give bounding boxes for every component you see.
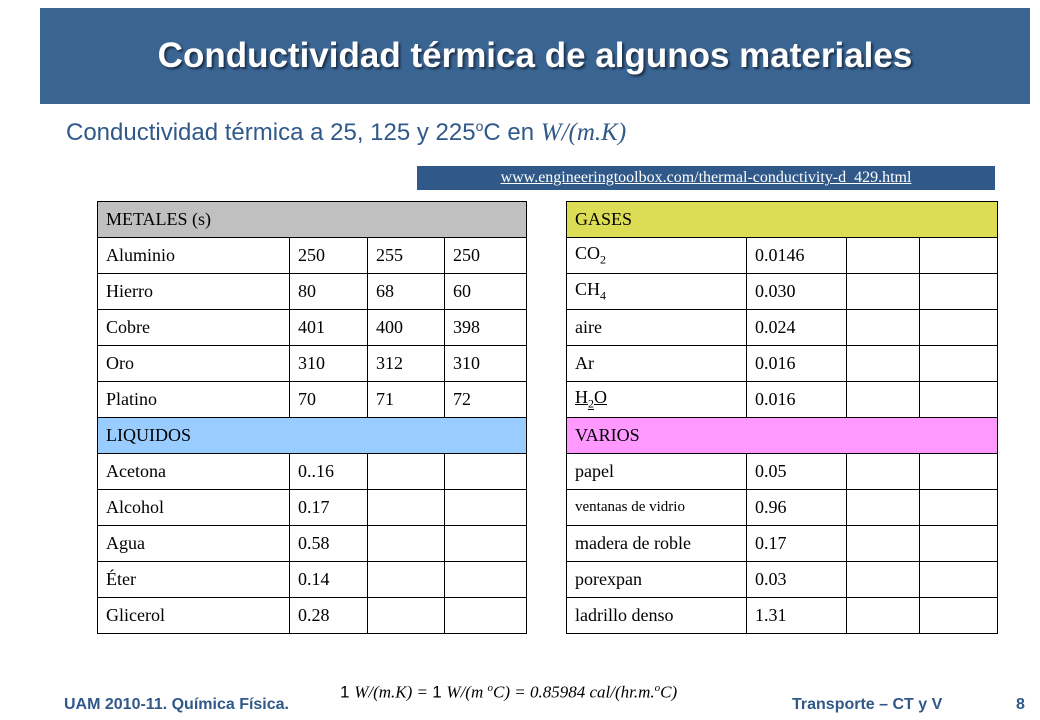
conv-one-b: 1 <box>432 682 447 702</box>
table-row <box>567 454 998 490</box>
table-row <box>567 346 998 382</box>
material-name: Hierro <box>98 274 290 310</box>
slide-title: Conductividad térmica de algunos materiales <box>157 36 913 75</box>
formula-text: CH <box>575 279 601 300</box>
empty-cell <box>920 238 998 274</box>
empty-cell <box>445 454 527 490</box>
empty-cell <box>847 238 920 274</box>
material-name <box>567 238 747 274</box>
empty-cell <box>920 454 998 490</box>
material-name: porexpan <box>567 562 747 598</box>
empty-cell <box>445 526 527 562</box>
varios-header: VARIOS <box>567 418 998 454</box>
gases-header: GASES <box>567 202 998 238</box>
material-name: Aluminio <box>98 238 290 274</box>
empty-cell <box>368 598 445 634</box>
table-row <box>567 238 998 274</box>
value-cell: 1.31 <box>747 598 847 634</box>
empty-cell <box>847 562 920 598</box>
empty-cell <box>368 454 445 490</box>
value-cell: 0.14 <box>290 562 368 598</box>
empty-cell <box>847 274 920 310</box>
value-cell: 70 <box>290 382 368 418</box>
value-cell: 72 <box>445 382 527 418</box>
value-cell: 0.17 <box>747 526 847 562</box>
page-number: 8 <box>1016 696 1025 713</box>
table-row <box>567 382 998 418</box>
table-row <box>98 310 527 346</box>
formula-subscript: 4 <box>600 288 607 303</box>
value-cell: 80 <box>290 274 368 310</box>
title-bar <box>40 8 1030 104</box>
empty-cell <box>445 562 527 598</box>
table-row <box>98 598 527 634</box>
empty-cell <box>847 526 920 562</box>
material-name: Glicerol <box>98 598 290 634</box>
table-row <box>567 526 998 562</box>
table-row <box>567 598 998 634</box>
value-cell: 0.58 <box>290 526 368 562</box>
footer-topic: Transporte – CT y V <box>792 696 943 713</box>
table-row <box>567 562 998 598</box>
value-cell: 250 <box>290 238 368 274</box>
subtitle-degree: o <box>475 118 484 134</box>
formula-o: O <box>594 387 607 408</box>
empty-cell <box>445 490 527 526</box>
table-row <box>98 382 527 418</box>
empty-cell <box>847 346 920 382</box>
value-cell: 0.024 <box>747 310 847 346</box>
value-cell: 398 <box>445 310 527 346</box>
material-name: papel <box>567 454 747 490</box>
value-cell: 0.05 <box>747 454 847 490</box>
empty-cell <box>920 274 998 310</box>
gases-varios-table <box>566 201 998 634</box>
material-name: madera de roble <box>567 526 747 562</box>
table-row <box>567 274 998 310</box>
empty-cell <box>920 346 998 382</box>
material-name: Cobre <box>98 310 290 346</box>
conv-unit-c-post: C) <box>660 682 678 702</box>
value-cell: 0.17 <box>290 490 368 526</box>
material-name: Agua <box>98 526 290 562</box>
material-name: Ar <box>567 346 747 382</box>
conv-unit-b-post: C) = 0.85984 cal/(hr.m. <box>493 682 655 702</box>
material-name <box>567 274 747 310</box>
table-row <box>98 238 527 274</box>
formula-subscript: 2 <box>588 396 594 411</box>
footer-course: UAM 2010-11. Química Física. <box>64 696 289 713</box>
value-cell: 0.96 <box>747 490 847 526</box>
subtitle-unit: W/(m.K) <box>540 119 627 146</box>
value-cell: 400 <box>368 310 445 346</box>
table-row <box>98 526 527 562</box>
empty-cell <box>847 598 920 634</box>
table-row <box>98 454 527 490</box>
empty-cell <box>920 382 998 418</box>
value-cell: 0.016 <box>747 382 847 418</box>
table-row <box>98 274 527 310</box>
material-name <box>567 382 747 418</box>
empty-cell <box>368 526 445 562</box>
value-cell: 0.030 <box>747 274 847 310</box>
empty-cell <box>920 562 998 598</box>
empty-cell <box>847 490 920 526</box>
table-row <box>567 490 998 526</box>
conv-unit-a: W/(m.K) = <box>354 682 433 702</box>
formula-text: CO <box>575 243 601 264</box>
table-row <box>98 490 527 526</box>
material-name: Éter <box>98 562 290 598</box>
material-name: aire <box>567 310 747 346</box>
metals-liquids-table <box>97 201 527 634</box>
value-cell: 401 <box>290 310 368 346</box>
value-cell: 310 <box>445 346 527 382</box>
value-cell: 0.28 <box>290 598 368 634</box>
value-cell: 250 <box>445 238 527 274</box>
value-cell: 0..16 <box>290 454 368 490</box>
empty-cell <box>445 598 527 634</box>
empty-cell <box>920 598 998 634</box>
table-row <box>98 562 527 598</box>
value-cell: 0.016 <box>747 346 847 382</box>
material-name: Acetona <box>98 454 290 490</box>
formula-h: H <box>575 387 588 408</box>
empty-cell <box>368 490 445 526</box>
value-cell: 312 <box>368 346 445 382</box>
empty-cell <box>920 490 998 526</box>
source-url-link[interactable]: www.engineeringtoolbox.com/thermal-conductivity-d_429.html <box>417 166 995 190</box>
formula-subscript: 2 <box>600 252 607 267</box>
value-cell: 310 <box>290 346 368 382</box>
value-cell: 71 <box>368 382 445 418</box>
conv-degree-2: o <box>654 682 661 694</box>
empty-cell <box>368 562 445 598</box>
conv-degree: o <box>487 682 493 694</box>
conv-one-a: 1 <box>340 682 355 702</box>
value-cell: 255 <box>368 238 445 274</box>
subtitle-prefix: Conductividad térmica a 25, 125 y 225 <box>66 119 476 146</box>
material-name: Oro <box>98 346 290 382</box>
unit-conversion <box>340 682 677 703</box>
value-cell: 60 <box>445 274 527 310</box>
subtitle-suffix: C en <box>483 119 541 146</box>
conv-unit-b-pre: W/(m <box>446 682 488 702</box>
material-name: ladrillo denso <box>567 598 747 634</box>
empty-cell <box>847 310 920 346</box>
empty-cell <box>847 382 920 418</box>
material-name: ventanas de vidrio <box>567 490 747 526</box>
value-cell: 0.03 <box>747 562 847 598</box>
empty-cell <box>847 454 920 490</box>
liquidos-header: LIQUIDOS <box>98 418 527 454</box>
subtitle <box>66 118 626 147</box>
metales-header: METALES (s) <box>98 202 527 238</box>
value-cell: 68 <box>368 274 445 310</box>
empty-cell <box>920 526 998 562</box>
table-row <box>98 346 527 382</box>
material-name: Platino <box>98 382 290 418</box>
value-cell: 0.0146 <box>747 238 847 274</box>
empty-cell <box>920 310 998 346</box>
table-row <box>567 310 998 346</box>
material-name: Alcohol <box>98 490 290 526</box>
